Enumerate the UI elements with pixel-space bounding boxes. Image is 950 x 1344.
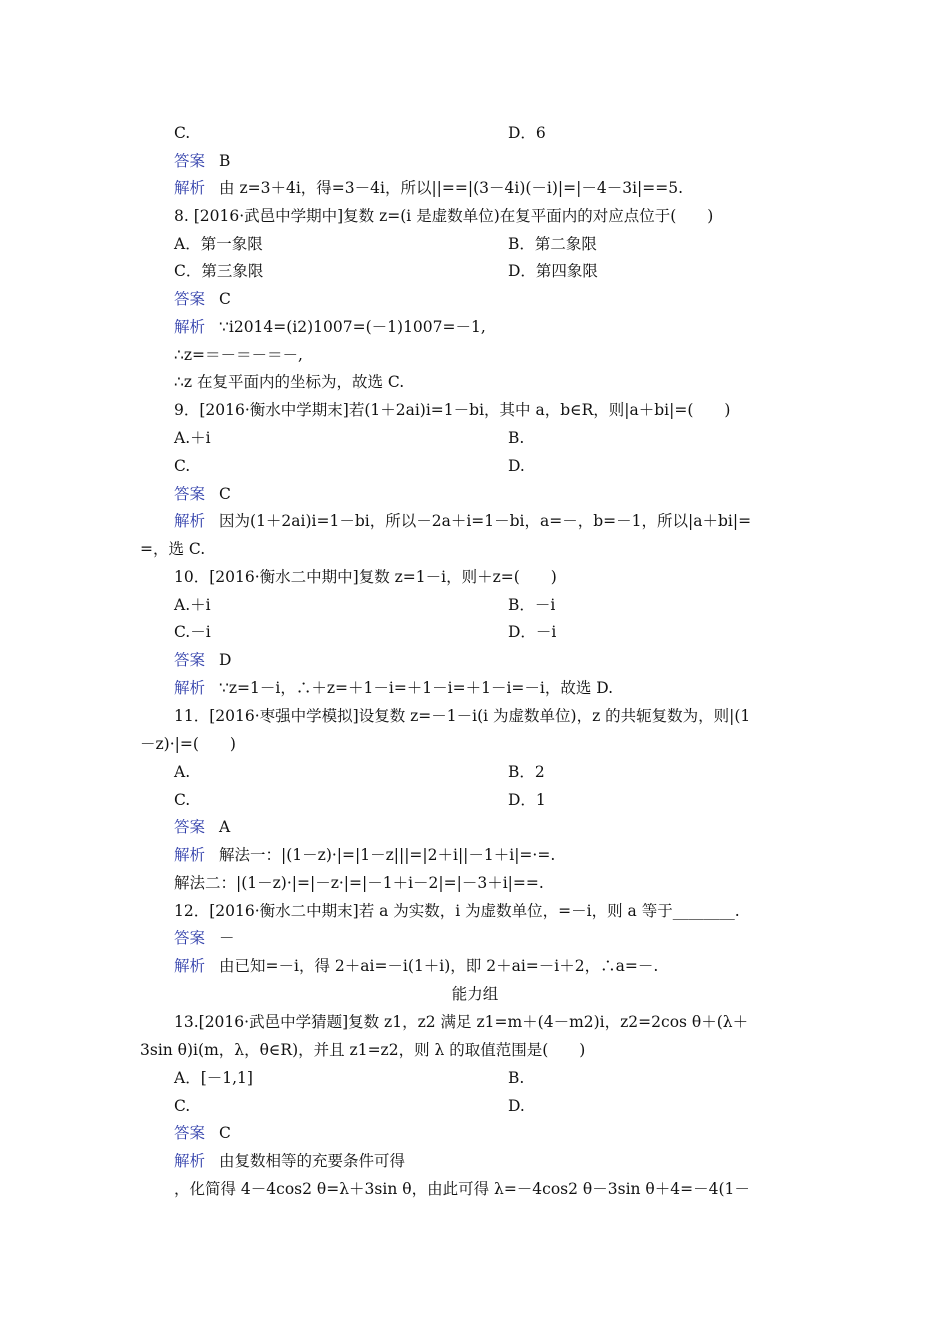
q9-option-d: D. [508,457,525,475]
analysis-label: 解析 [174,846,206,864]
q9-answer [174,484,231,504]
q7-option-c: C. [174,124,191,142]
answer-value: B [219,152,231,170]
q13-option-d: D. [508,1097,525,1115]
q9-stem: 9．[2016·衡水中学期末]若(1＋2ai)i=1－bi，其中 a，b∈R，则|a＋bi|=( ) [174,401,731,419]
q12-answer [174,928,235,948]
q13-analysis-line2: ，化简得 4－4cos2 θ=λ＋3sin θ，由此可得 λ=－4cos2 θ－3sin θ＋4=－4(1－ [174,1180,750,1198]
answer-label: 答案 [174,290,206,308]
analysis-text: 由 z=3＋4i，得=3－4i，所以||==|(3－4i)(－i)|=|－4－3i|==5. [219,179,684,197]
q10-option-a: A.＋i [174,596,211,614]
q7-answer [174,151,230,171]
analysis-text: 由已知=－i，得 2＋ai=－i(1＋i)，即 2＋ai=－i＋2，∴a=－. [219,957,659,975]
q8-analysis-line3: ∴z 在复平面内的坐标为，故选 C. [174,373,405,391]
analysis-label: 解析 [174,318,206,336]
analysis-text: ∵i2014=(i2)1007=(－1)1007=－1, [219,318,486,336]
q13-answer [174,1123,231,1143]
q7-analysis [174,178,683,198]
q13-option-c: C. [174,1097,191,1115]
q10-option-d: D．－i [508,623,557,641]
q8-option-d: D．第四象限 [508,262,598,280]
answer-value: C [219,290,231,308]
answer-value: C [219,485,231,503]
q10-answer [174,650,231,670]
q8-analysis-line2: ∴z=＝－＝－＝－, [174,346,303,364]
q8-analysis [174,317,486,337]
q9-option-b: B. [508,429,525,447]
q10-analysis [174,678,613,698]
q8-option-c: C．第三象限 [174,262,264,280]
q9-option-c: C. [174,457,191,475]
q11-analysis [174,845,555,865]
q10-stem: 10．[2016·衡水二中期中]复数 z=1－i，则＋z=( ) [174,568,557,586]
q13-stem-line2: 3sin θ)i(m，λ，θ∈R)，并且 z1=z2，则 λ 的取值范围是( ) [140,1041,586,1059]
analysis-label: 解析 [174,1152,206,1170]
q11-stem-line2: －z)·|=( ) [140,735,236,753]
q12-stem: 12．[2016·衡水二中期末]若 a 为实数，i 为虚数单位，=－i，则 a 等于________. [174,902,740,920]
answer-label: 答案 [174,1124,206,1142]
q11-option-b: B．2 [508,763,545,781]
q10-option-c: C.－i [174,623,211,641]
answer-label: 答案 [174,929,206,947]
q10-option-b: B．－i [508,596,556,614]
answer-value: C [219,1124,231,1142]
answer-label: 答案 [174,651,206,669]
analysis-label: 解析 [174,957,206,975]
answer-value: A [219,818,231,836]
q9-option-a: A.＋i [174,429,211,447]
q11-option-c: C. [174,791,191,809]
q11-stem: 11．[2016·枣强中学模拟]设复数 z=－1－i(i 为虚数单位)，z 的共轭复数为，则|(1 [174,707,751,725]
answer-value: D [219,651,232,669]
q13-option-a: A．[－1,1] [174,1069,253,1087]
q13-analysis [174,1151,405,1171]
answer-label: 答案 [174,818,206,836]
q11-analysis-line2: 解法二：|(1－z)·|=|－z·|=|－1＋i－2|=|－3＋i|==. [174,874,544,892]
answer-label: 答案 [174,152,206,170]
answer-label: 答案 [174,485,206,503]
q12-analysis [174,956,658,976]
q11-answer [174,817,230,837]
q11-option-a: A. [174,763,191,781]
q9-analysis [174,511,751,531]
analysis-text: 解法一：|(1－z)·|=|1－z|||=|2＋i||－1＋i|=·=. [219,846,556,864]
q7-option-d: D．6 [508,124,546,142]
analysis-text: 因为(1＋2ai)i=1－bi，所以－2a＋i=1－bi，a=－，b=－1，所以|a＋bi|= [219,512,752,530]
analysis-label: 解析 [174,512,206,530]
q8-stem: 8. [2016·武邑中学期中]复数 z=(i 是虚数单位)在复平面内的对应点位于( ) [174,207,714,225]
analysis-label: 解析 [174,679,206,697]
q8-option-a: A．第一象限 [174,235,263,253]
section-title: 能力组 [451,985,499,1003]
analysis-text: 由复数相等的充要条件可得 [219,1152,406,1170]
analysis-label: 解析 [174,179,206,197]
q13-stem: 13.[2016·武邑中学猜题]复数 z1，z2 满足 z1=m＋(4－m2)i，z2=2cos θ＋(λ＋ [174,1013,749,1031]
analysis-text: ∵z=1－i，∴＋z=＋1－i=＋1－i=＋1－i=－i，故选 D. [219,679,614,697]
q11-option-d: D．1 [508,791,546,809]
q13-option-b: B. [508,1069,525,1087]
q8-answer [174,289,231,309]
q8-option-b: B．第二象限 [508,235,597,253]
q9-analysis-line2: =，选 C. [140,540,206,558]
answer-value: － [219,929,235,947]
